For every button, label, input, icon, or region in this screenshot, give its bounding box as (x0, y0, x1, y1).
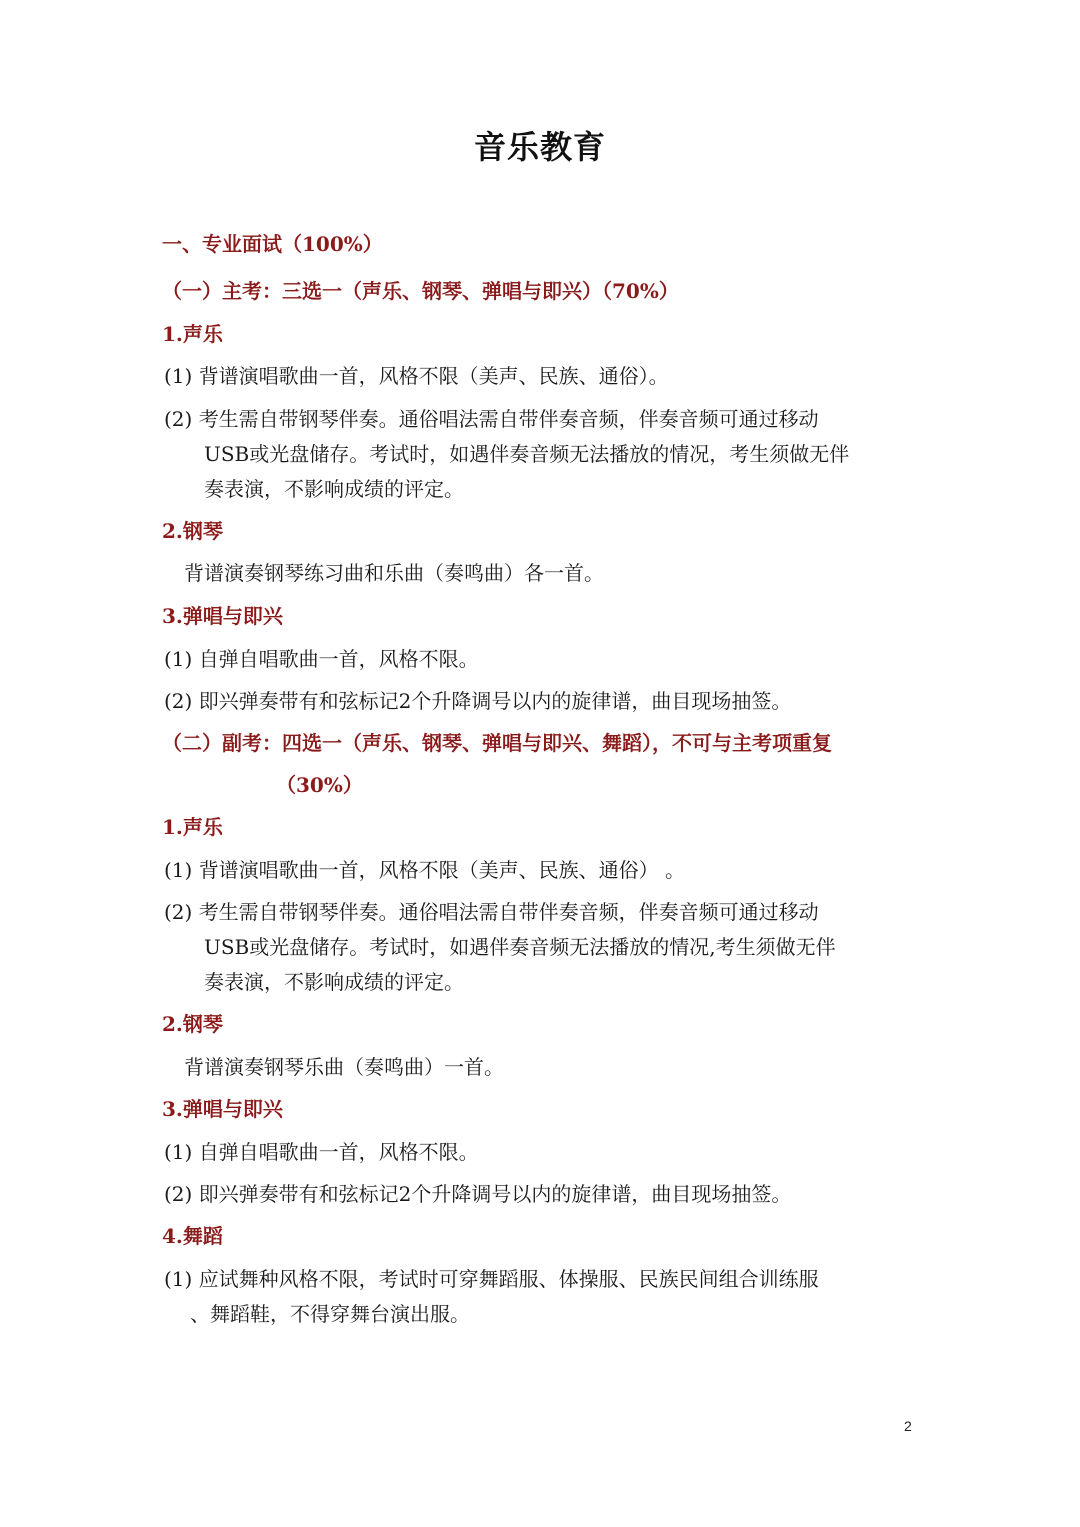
subsection-heading-secondary-exam: （二）副考：四选一（声乐、钢琴、弹唱与即兴、舞蹈），不可与主考项重复 (162, 731, 832, 755)
subsection-heading-main-exam: （一）主考：三选一（声乐、钢琴、弹唱与即兴）（70%） (162, 279, 679, 303)
main-piano-heading: 2.钢琴 (162, 519, 223, 543)
secondary-dance-heading: 4.舞蹈 (162, 1224, 223, 1248)
main-sing-impro-item-2: (2) 即兴弹奏带有和弦标记2个升降调号以内的旋律谱，曲目现场抽签。 (164, 689, 792, 713)
secondary-dance-item-1-line-1: (1) 应试舞种风格不限，考试时可穿舞蹈服、体操服、民族民间组合训练服 (164, 1267, 819, 1291)
secondary-vocal-item-2-line-3: 奏表演，不影响成绩的评定。 (204, 970, 464, 994)
secondary-dance-item-1-line-2: 、舞蹈鞋，不得穿舞台演出服。 (190, 1302, 470, 1326)
section-heading-interview: 一、专业面试（100%） (162, 232, 383, 256)
secondary-piano-text: 背谱演奏钢琴乐曲（奏鸣曲）一首。 (184, 1055, 504, 1079)
secondary-sing-impro-item-2: (2) 即兴弹奏带有和弦标记2个升降调号以内的旋律谱，曲目现场抽签。 (164, 1182, 792, 1206)
secondary-vocal-item-2-line-1: (2) 考生需自带钢琴伴奏。通俗唱法需自带伴奏音频，伴奏音频可通过移动 (164, 900, 819, 924)
main-vocal-item-2-line-2: USB或光盘储存。考试时，如遇伴奏音频无法播放的情况，考生须做无伴 (204, 442, 850, 466)
secondary-sing-impro-heading: 3.弹唱与即兴 (162, 1097, 283, 1121)
secondary-vocal-item-2-line-2: USB或光盘储存。考试时，如遇伴奏音频无法播放的情况,考生须做无伴 (204, 935, 836, 959)
main-sing-impro-item-1: (1) 自弹自唱歌曲一首，风格不限。 (164, 647, 479, 671)
secondary-piano-heading: 2.钢琴 (162, 1012, 223, 1036)
main-vocal-item-2-line-1: (2) 考生需自带钢琴伴奏。通俗唱法需自带伴奏音频，伴奏音频可通过移动 (164, 407, 819, 431)
page-title: 音乐教育 (473, 128, 606, 166)
secondary-vocal-heading: 1.声乐 (162, 815, 223, 839)
main-vocal-item-2-line-3: 奏表演，不影响成绩的评定。 (204, 477, 464, 501)
secondary-sing-impro-item-1: (1) 自弹自唱歌曲一首，风格不限。 (164, 1140, 479, 1164)
main-vocal-heading: 1.声乐 (162, 322, 223, 346)
page-number: 2 (904, 1418, 912, 1434)
main-piano-text: 背谱演奏钢琴练习曲和乐曲（奏鸣曲）各一首。 (184, 561, 604, 585)
main-sing-impro-heading: 3.弹唱与即兴 (162, 604, 283, 628)
secondary-vocal-item-1: (1) 背谱演唱歌曲一首，风格不限（美声、民族、通俗） 。 (164, 858, 686, 882)
main-vocal-item-1: (1) 背谱演唱歌曲一首，风格不限（美声、民族、通俗）。 (164, 364, 669, 388)
subsection-heading-secondary-exam-weight: （30%） (276, 773, 363, 797)
